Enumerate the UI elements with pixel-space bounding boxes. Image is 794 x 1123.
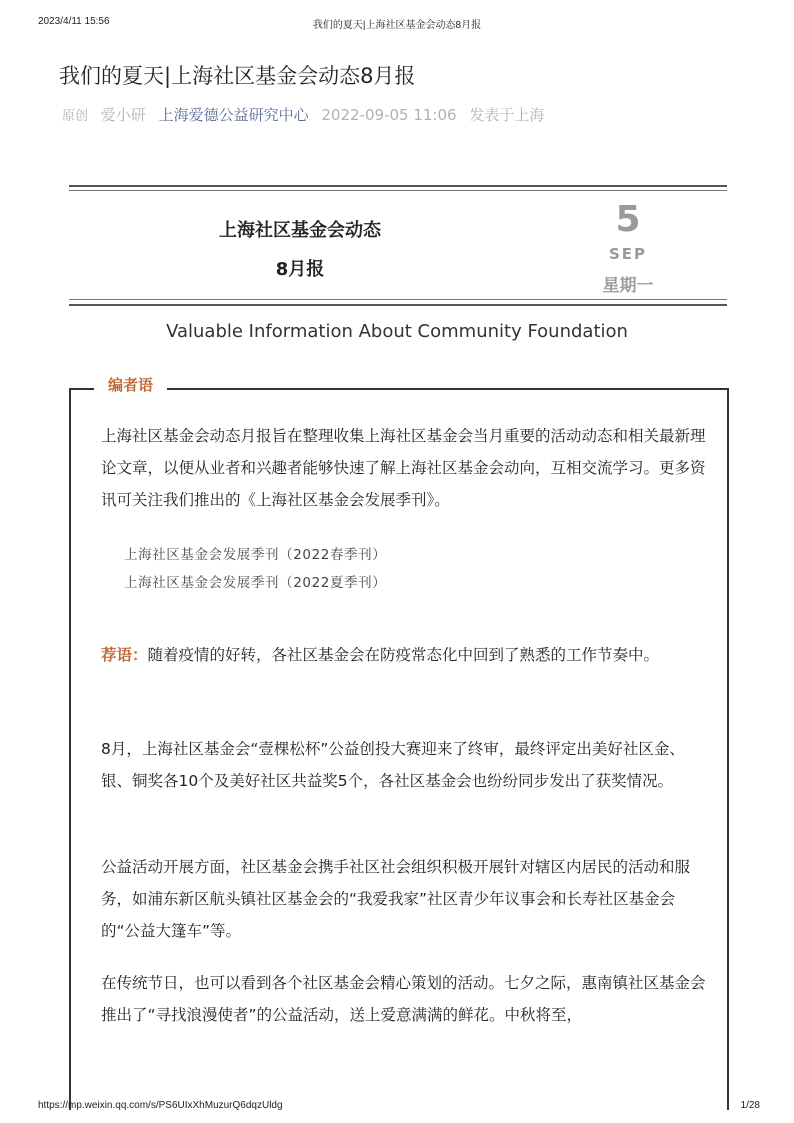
print-page-number: 1/28: [740, 1100, 760, 1111]
banner-bottom-rule: [69, 304, 727, 306]
banner-title: 上海社区基金会动态: [219, 220, 381, 241]
banner-day: 5: [615, 199, 641, 240]
recommend-paragraph: [101, 639, 709, 671]
english-subtitle: Valuable Information About Community Foundation: [166, 321, 628, 342]
account-link[interactable]: 上海爱德公益研究中心: [158, 106, 309, 124]
print-timestamp: 2023/4/11 15:56: [38, 16, 110, 27]
festival-paragraph: 在传统节日，也可以看到各个社区基金会精心策划的活动。七夕之际，惠南镇社区基金会推出了“寻找浪漫使者”的公益活动，送上爱意满满的鲜花。中秋将至，: [101, 974, 706, 1024]
quarterly-link-spring[interactable]: 上海社区基金会发展季刊（2022春季刊）: [124, 547, 387, 563]
banner-top-rule: [69, 185, 727, 187]
print-tab-title: 我们的夏天|上海社区基金会动态8月报: [312, 20, 482, 31]
article-meta: [62, 104, 552, 125]
publish-location: 发表于上海: [469, 106, 545, 124]
banner-bottom-rule-thin: [69, 299, 727, 300]
author-name: 爱小研: [100, 106, 146, 124]
activity-paragraph: 公益活动开展方面，社区基金会携手社区社会组织积极开展针对辖区内居民的活动和服务，如浦东新区航头镇社区基金会的“我爱我家”社区青少年议事会和长寿社区基金会的“公益大篷车”等。: [101, 858, 691, 940]
editor-note-label: 编者语: [94, 374, 167, 395]
recommend-text: 随着疫情的好转，各社区基金会在防疫常态化中回到了熟悉的工作节奏中。: [147, 646, 660, 664]
banner-month: SEP: [608, 245, 648, 263]
banner-subtitle: 8月报: [275, 259, 325, 280]
print-url: https://mp.weixin.qq.com/s/PS6UIxXhMuzurQ6dqzUldg: [38, 1100, 283, 1111]
quarterly-link-summer[interactable]: 上海社区基金会发展季刊（2022夏季刊）: [124, 575, 387, 591]
original-badge: 原创: [62, 109, 89, 124]
publish-datetime: 2022-09-05 11:06: [321, 106, 457, 124]
article-title: 我们的夏天|上海社区基金会动态8月报: [59, 64, 416, 88]
editor-intro-paragraph: 上海社区基金会动态月报旨在整理收集上海社区基金会当月重要的活动动态和相关最新理论文章，以便从业者和兴趣者能够快速了解上海社区基金会动向，互相交流学习。更多资讯可关注我们推出的《上海社区基金会发展季刊》。: [101, 427, 706, 509]
recommend-label: 荐语：: [101, 646, 148, 664]
award-paragraph: 8月，上海社区基金会“壹棵松杯”公益创投大赛迎来了终审，最终评定出美好社区金、银、铜奖各10个及美好社区共益奖5个，各社区基金会也纷纷同步发出了获奖情况。: [101, 740, 685, 790]
banner-weekday: 星期一: [602, 276, 654, 296]
banner-top-rule-thin: [69, 190, 727, 191]
